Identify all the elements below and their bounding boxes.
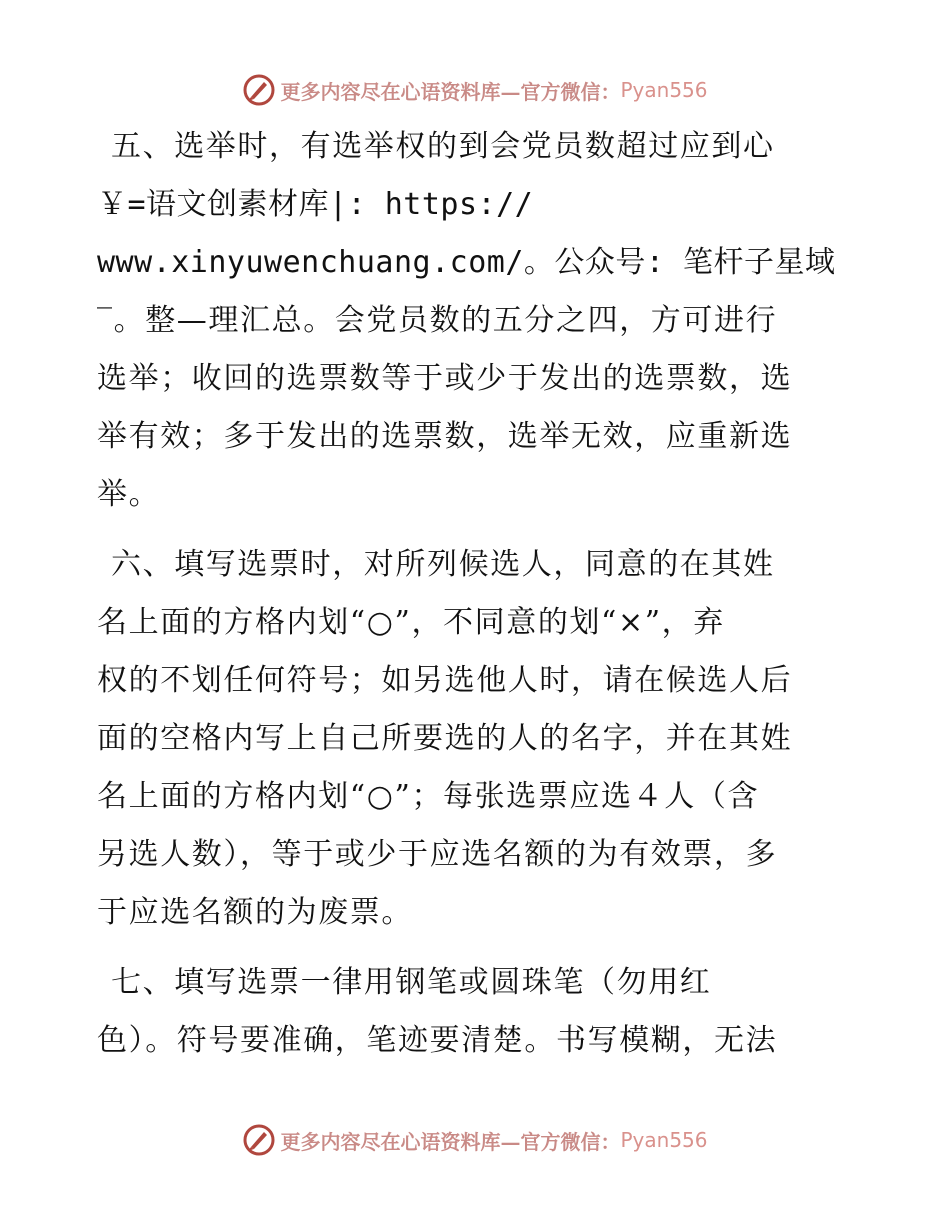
text-line: 五、选举时，有选举权的到会党员数超过应到心 <box>111 129 775 164</box>
text-line: 举有效；多于发出的选票数，选举无效，应重新选 <box>97 419 793 454</box>
text-line: 面的空格内写上自己所要选的人的名字，并在其姓 <box>97 721 793 756</box>
text-line: 名上面的方格内划“○”，不同意的划“×”，弃 <box>97 605 725 640</box>
text-line: 举。 <box>97 477 161 512</box>
text-line: 七、填写选票一律用钢笔或圆珠笔（勿用红 <box>111 965 712 1000</box>
paragraph-five <box>97 118 857 524</box>
footer-banner-text: 更多内容尽在心语资料库—官方微信： <box>280 1129 621 1154</box>
text-line: 于应选名额的为废票。 <box>97 895 413 930</box>
text-line: www.xinyuwenchuang.com/。公众号: 笔杆子星域 <box>97 245 836 280</box>
paragraph-seven <box>97 954 857 1070</box>
header-banner-text: 更多内容尽在心语资料库—官方微信： <box>280 79 621 104</box>
text-line: 六、填写选票时，对所列候选人，同意的在其姓 <box>111 547 775 582</box>
quill-logo-icon <box>242 73 276 107</box>
header-banner <box>0 70 950 110</box>
document-body <box>97 118 857 1082</box>
quill-logo-icon <box>242 1123 276 1157</box>
text-line: 权的不划任何符号；如另选他人时，请在候选人后 <box>97 663 793 698</box>
text-line: 另选人数），等于或少于应选名额的为有效票，多 <box>97 837 778 872</box>
text-line: ￥=语文创素材库|: https:// <box>97 187 534 222</box>
paragraph-six <box>97 536 857 942</box>
footer-banner <box>0 1120 950 1160</box>
header-banner-id: Pyan556 <box>620 78 708 102</box>
footer-banner-id: Pyan556 <box>620 1128 708 1152</box>
text-line: 选举；收回的选票数等于或少于发出的选票数，选 <box>97 361 793 396</box>
text-line: 名上面的方格内划“○”；每张选票应选４人（含 <box>97 779 760 814</box>
text-line: 色）。符号要准确，笔迹要清楚。书写模糊，无法 <box>97 1023 778 1058</box>
text-line: ‾。整—理汇总。会党员数的五分之四，方可进行 <box>97 303 778 338</box>
